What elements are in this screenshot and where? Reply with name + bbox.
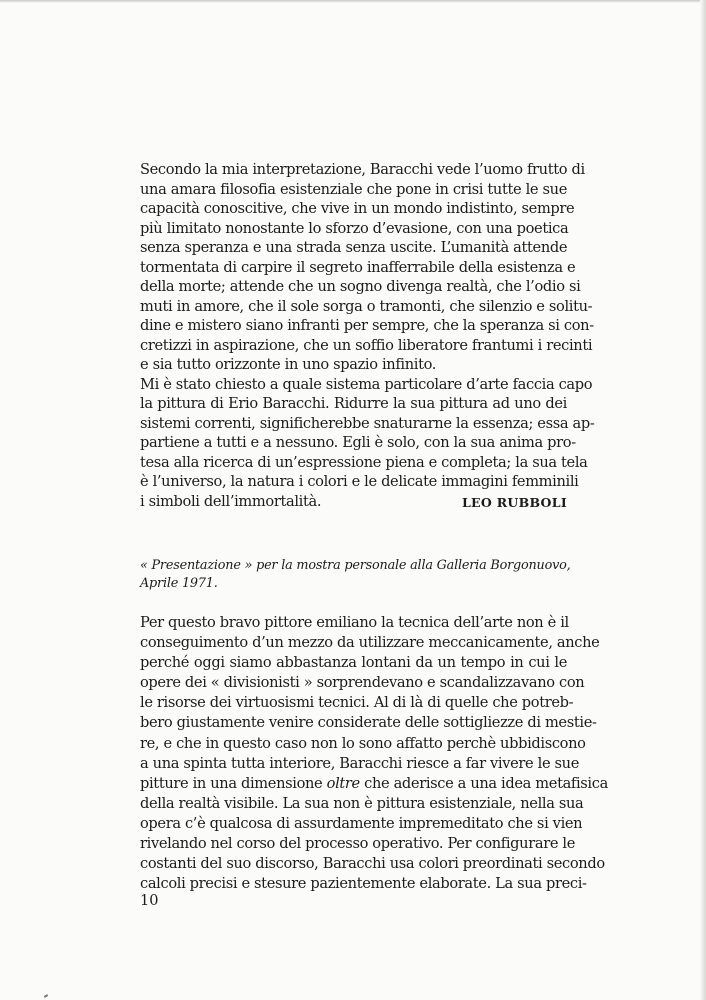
paragraph-1-line: Secondo la mia interpretazione, Baracchi vede l’uomo frutto di — [140, 161, 585, 178]
paragraph-1-line: tormentata di carpire il segreto inafferrabile della esistenza e — [140, 258, 576, 276]
paragraph-1-line: cretizzi in aspirazione, che un soffio liberatore frantumi i recinti — [140, 336, 593, 354]
paragraph-1-line: i simboli dell’immortalità. — [140, 492, 322, 510]
paragraph-2-line: re, e che in questo caso non lo sono affatto perchè ubbidiscono — [140, 734, 586, 752]
paragraph-1-line: una amara filosofia esistenziale che pone in crisi tutte le sue — [140, 180, 567, 198]
paragraph-1-line: muti in amore, che il sole sorga o tramonti, che silenzio e solitu- — [140, 297, 593, 315]
paragraph-1-line: la pittura di Erio Baracchi. Ridurre la sua pittura ad uno dei — [140, 395, 567, 412]
paragraph-2-line: conseguimento d’un mezzo da utilizzare meccanicamente, anche — [140, 634, 600, 652]
paragraph-2-line: costanti del suo discorso, Baracchi usa colori preordinati secondo — [140, 855, 605, 873]
paragraph-2-line: bero giustamente venire considerate delle sottigliezze di mestie- — [140, 714, 597, 732]
paragraph-1-line: capacità conoscitive, che vive in un mondo indistinto, sempre — [140, 200, 575, 217]
paragraph-2-line: Per questo bravo pittore emiliano la tecnica dell’arte non è il — [140, 614, 569, 631]
paragraph-2-line: calcoli precisi e stesure pazientemente elaborate. La sua preci- — [140, 875, 587, 893]
paragraph-1-line: senza speranza e una strada senza uscite. L’umanità attende — [140, 239, 568, 256]
paragraph-1-line: più limitato nonostante lo sforzo d’evasione, con una poetica — [140, 219, 569, 237]
italic-word: oltre — [326, 774, 360, 792]
paragraph-1-line: tesa alla ricerca di un’espressione piena e completa; la sua tela — [140, 453, 588, 471]
paragraph-1-line: della morte; attende che un sogno divenga realtà, che l’odio si — [140, 278, 581, 295]
paragraph-1-line: e sia tutto orizzonte in uno spazio infinito. — [140, 356, 437, 373]
paragraph-2-line: le risorse dei virtuosismi tecnici. Al di là di quelle che potreb- — [140, 694, 574, 712]
page-right-edge — [700, 0, 706, 1000]
paragraph-2-line: a una spinta tutta interiore, Baracchi riesce a far vivere le sue — [140, 754, 579, 772]
paragraph-2 — [140, 613, 608, 894]
paragraph-1-line: sistemi correnti, significherebbe snaturarne la essenza; essa ap- — [140, 414, 595, 432]
caption-line: Aprile 1971. — [140, 576, 218, 591]
paragraph-1-line: è l’universo, la natura i colori e le delicate immagini femminili — [140, 473, 579, 490]
page-top-edge — [0, 0, 706, 3]
source-caption — [140, 557, 571, 593]
line-text: pitture in una dimensione — [140, 774, 327, 792]
paragraph-2-line: della realtà visibile. La sua non è pittura esistenziale, nella sua — [140, 794, 584, 812]
paragraph-2-line — [140, 774, 608, 794]
paragraph-1-line: Mi è stato chiesto a quale sistema particolare d’arte faccia capo — [140, 375, 593, 393]
paragraph-1 — [140, 160, 595, 511]
paragraph-2-line: opera c’è qualcosa di assurdamente impremeditato che si vien — [140, 814, 583, 832]
paper-speck — [44, 994, 48, 998]
paragraph-2-line: rivelando nel corso del processo operativo. Per configurare le — [140, 835, 575, 853]
author-signature: LEO RUBBOLI — [461, 495, 567, 510]
page-number: 10 — [140, 893, 159, 909]
line-text: che aderisce a una idea metafisica — [359, 774, 608, 792]
paragraph-2-line: opere dei « divisionisti » sorprendevano e scandalizzavano con — [140, 674, 585, 692]
paragraph-1-line: partiene a tutti e a nessuno. Egli è solo, con la sua anima pro- — [140, 434, 576, 451]
caption-line: « Presentazione » per la mostra personale alla Galleria Borgonuovo, — [140, 558, 571, 573]
paragraph-2-line: perché oggi siamo abbastanza lontani da un tempo in cui le — [140, 654, 567, 672]
paragraph-1-line: dine e mistero siano infranti per sempre, che la speranza si con- — [140, 317, 594, 334]
